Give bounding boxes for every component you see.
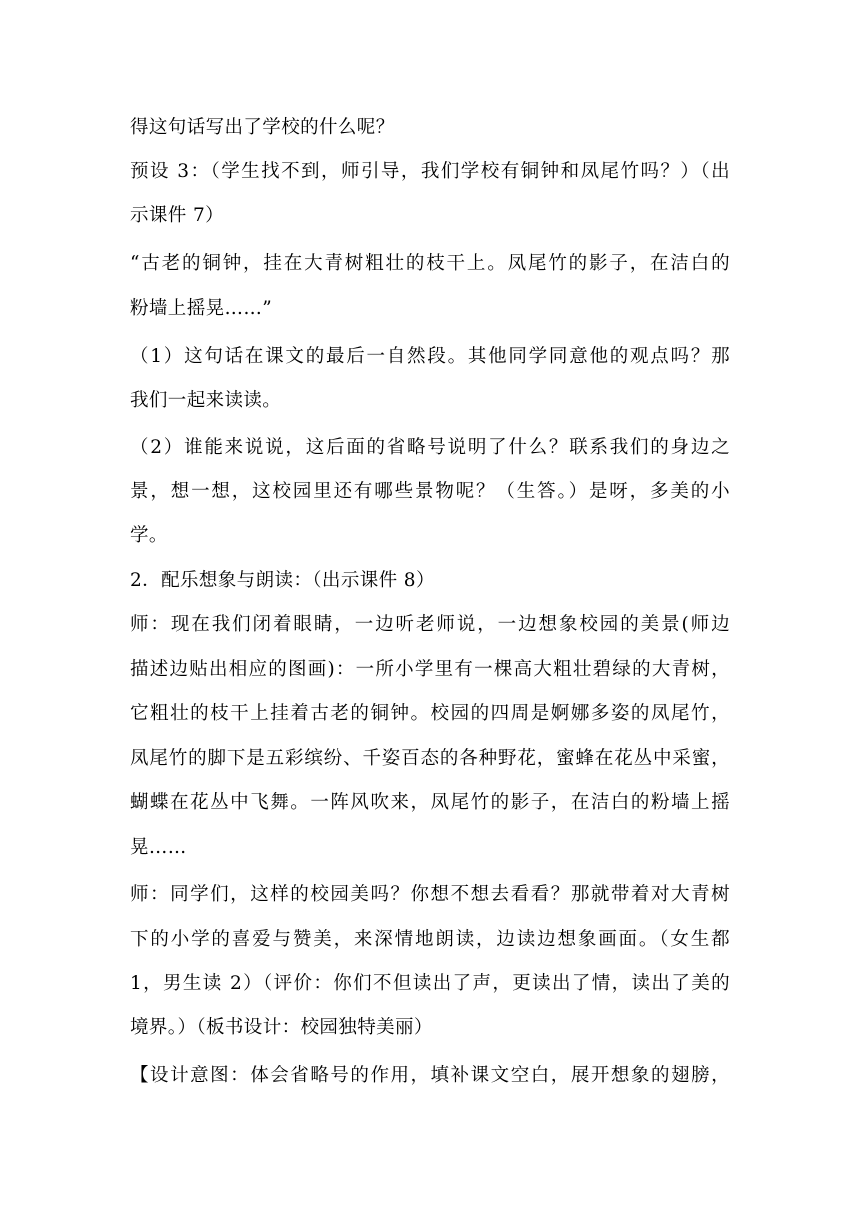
text-line: 凤尾竹的脚下是五彩缤纷、千姿百态的各种野花，蜜蜂在花丛中采蜜，: [130, 748, 730, 769]
text-line: 景，想一想，这校园里还有哪些景物呢？（生答。）是呀，多美的小: [130, 481, 730, 502]
text-line: 师：现在我们闭着眼睛，一边听老师说，一边想象校园的美景(师边: [130, 614, 730, 635]
text-line: 1，男生读 2）（评价：你们不但读出了声，更读出了情，读出了美的: [130, 973, 730, 994]
text-line: 下的小学的喜爱与赞美，来深情地朗读，边读边想象画面。（女生都: [130, 929, 730, 950]
text-line: 师：同学们，这样的校园美吗？你想不想去看看？那就带着对大青树: [130, 884, 730, 905]
text-line: （1）这句话在课文的最后一自然段。其他同学同意他的观点吗？那: [130, 346, 730, 367]
text-line: 2．配乐想象与朗读：（出示课件 8）: [130, 570, 435, 591]
text-line: 得这句话写出了学校的什么呢？: [130, 117, 395, 138]
text-line: “古老的铜钟，挂在大青树粗壮的枝干上。凤尾竹的影子，在洁白的: [130, 253, 730, 274]
text-line: 蝴蝶在花丛中飞舞。一阵风吹来，凤尾竹的影子，在洁白的粉墙上摇: [130, 792, 730, 813]
text-line: 粉墙上摇晃……”: [130, 298, 273, 319]
text-line: 【设计意图：体会省略号的作用，填补课文空白，展开想象的翅膀，: [130, 1065, 730, 1086]
text-line: 示课件 7）: [130, 205, 225, 226]
text-line: （2）谁能来说说，这后面的省略号说明了什么？联系我们的身边之: [130, 437, 730, 458]
text-line: 学。: [130, 525, 168, 546]
text-line: 描述边贴出相应的图画)：一所小学里有一棵高大粗壮碧绿的大青树，: [130, 659, 730, 680]
text-line: 境界。）（板书设计：校园独特美丽）: [130, 1017, 433, 1038]
text-line: 晃……: [130, 837, 187, 858]
text-line: 我们一起来读读。: [130, 390, 282, 411]
text-line: 预设 3：（学生找不到，师引导，我们学校有铜钟和凤尾竹吗？）（出: [130, 161, 730, 182]
text-line: 它粗壮的枝干上挂着古老的铜钟。校园的四周是婀娜多姿的凤尾竹，: [130, 703, 730, 724]
